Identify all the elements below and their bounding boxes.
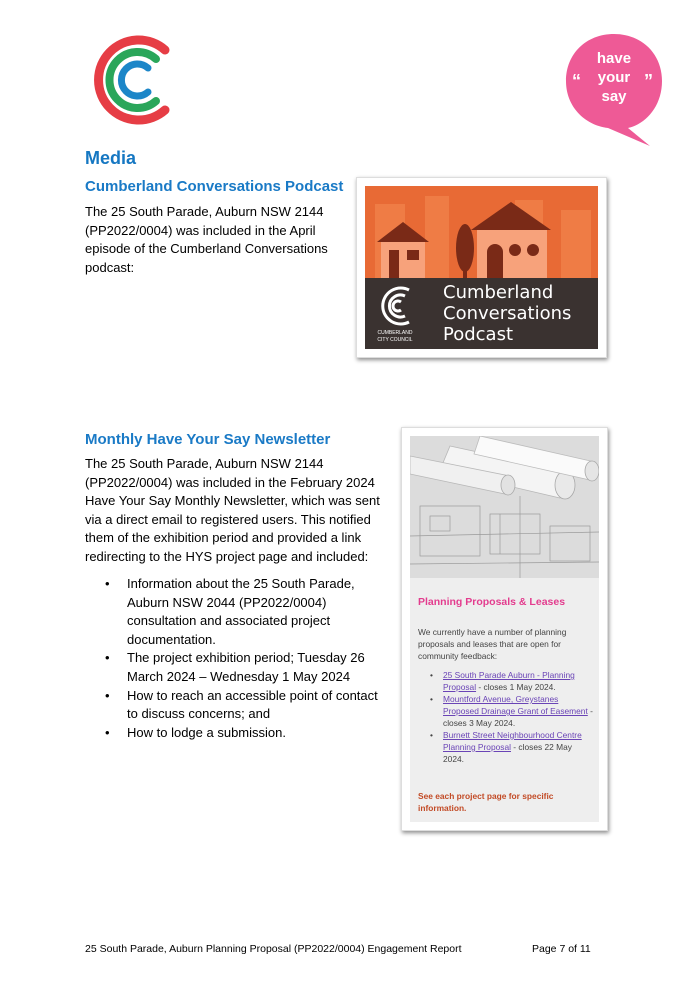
blueprint-image — [410, 436, 599, 578]
svg-text:”: ” — [644, 71, 653, 91]
hys-line-2: your — [597, 69, 631, 86]
hys-line-3: say — [601, 88, 627, 105]
podcast-heading: Cumberland Conversations Podcast — [85, 178, 344, 195]
podcast-paragraph: The 25 South Parade, Auburn NSW 2144 (PP2022/0004) was included in the April episode of the Cumberland Conversations podcast: — [85, 204, 328, 275]
newsletter-heading: Monthly Have Your Say Newsletter — [85, 431, 331, 448]
svg-text:CITY COUNCIL: CITY COUNCIL — [377, 337, 413, 343]
footer-document-title: 25 South Parade, Auburn Planning Proposal (PP2022/0004) Engagement Report — [85, 943, 462, 955]
newsletter-bullet-list — [86, 575, 391, 742]
podcast-cover-image — [356, 177, 607, 358]
podcast-cover-art — [365, 186, 598, 349]
hys-line-1: have — [596, 50, 632, 67]
newsletter-paragraph: The 25 South Parade, Auburn NSW 2144 (PP2022/0004) was included in the February 2024 Have Your Say Monthly Newsletter, which was sent via a direct email to registered users. This notified them of the exhibition period and provided a link redirecting to the HYS project page and included: — [85, 456, 380, 564]
list-item: • How to reach an accessible point of contact to discuss concerns; and — [86, 687, 391, 724]
footer-page-number: Page 7 of 11 — [532, 943, 591, 955]
media-heading: Media — [85, 148, 137, 168]
project-link[interactable]: 25 South Parade Auburn - Planning Proposal — [443, 670, 575, 692]
list-item: • Burnett Street Neighbourhood Centre Planning Proposal - closes 22 May 2024. — [418, 729, 593, 765]
cumberland-logo — [88, 32, 180, 128]
list-item: • Information about the 25 South Parade, Auburn NSW 2044 (PP2022/0004) consultation and associated project documentation. — [86, 575, 391, 649]
list-item: • 25 South Parade Auburn - Planning Proposal - closes 1 May 2024. — [418, 669, 593, 693]
svg-text:CUMBERLAND: CUMBERLAND — [377, 330, 413, 336]
list-item: • How to lodge a submission. — [86, 724, 391, 743]
svg-text:Podcast: Podcast — [443, 324, 514, 345]
list-item: • Mountford Avenue, Greystanes Proposed Drainage Grant of Easement - closes 3 May 2024. — [418, 693, 593, 729]
newsletter-intro: We currently have a number of planning proposals and leases that are open for community feedback: — [418, 627, 567, 661]
project-link[interactable]: Mountford Avenue, Greystanes Proposed Drainage Grant of Easement — [443, 694, 588, 716]
newsletter-project-list — [418, 669, 593, 765]
svg-text:“: “ — [572, 71, 581, 91]
svg-text:Conversations: Conversations — [443, 303, 572, 324]
newsletter-footer-note: See each project page for specific information. — [418, 791, 554, 813]
svg-text:Cumberland: Cumberland — [443, 282, 554, 303]
newsletter-section-title: Planning Proposals & Leases — [418, 596, 566, 608]
project-link[interactable]: Burnett Street Neighbourhood Centre Planning Proposal — [443, 730, 582, 752]
have-your-say-logo — [562, 30, 666, 148]
list-item: • The project exhibition period; Tuesday 26 March 2024 – Wednesday 1 May 2024 — [86, 649, 391, 686]
newsletter-screenshot — [401, 427, 608, 831]
